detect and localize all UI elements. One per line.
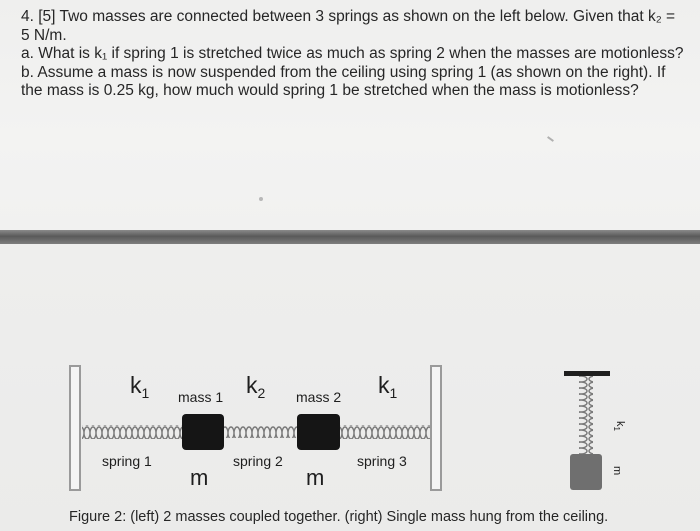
mass-2-block: [297, 414, 340, 450]
problem-line-1: 4. [5] Two masses are connected between 3 springs as shown on the left below. Given that k₂ =: [21, 8, 676, 25]
k1-left-label: $k_1$: [130, 372, 150, 401]
ceiling: [564, 371, 610, 376]
left-wall: [70, 366, 80, 490]
spring-mass-figure: [0, 244, 700, 509]
problem-part-a: a. What is k₁ if spring 1 is stretched twice as much as spring 2 when the masses are motionless?: [21, 45, 684, 62]
mass-2-label: mass 2: [296, 389, 342, 405]
paper-speck: [259, 197, 263, 201]
spring-1: [82, 425, 182, 439]
hanging-spring: [579, 376, 593, 454]
mass-1-block: [182, 414, 224, 450]
problem-part-b: b. Assume a mass is now suspended from the ceiling using spring 1 (as shown on the right). If: [21, 63, 666, 81]
mass-1-m: m: [190, 465, 209, 490]
hanging-m-label: m: [611, 466, 623, 476]
problem-part-b-cont: the mass is 0.25 kg, how much would spring 1 be stretched when the mass is motionless?: [21, 82, 639, 99]
spring-2-label: spring 2: [233, 453, 283, 469]
problem-line-2: 5 N/m.: [21, 26, 67, 44]
right-wall: [431, 366, 441, 490]
spring-1-label: spring 1: [102, 453, 152, 469]
spring-3-label: spring 3: [357, 453, 407, 469]
k1-right-label: $k_1$: [378, 372, 398, 401]
k2-label: $k_2$: [246, 372, 266, 401]
mass-2-m: m: [306, 465, 325, 490]
mass-1-label: mass 1: [178, 389, 224, 405]
hanging-mass-block: [570, 454, 602, 490]
spring-2: [224, 426, 297, 438]
problem-text: [21, 8, 691, 101]
photo-crease: [0, 230, 700, 244]
figure-caption: Figure 2: (left) 2 masses coupled together. (right) Single mass hung from the ceiling.: [69, 509, 609, 525]
hanging-k1-label: $k_1$: [612, 421, 626, 431]
spring-3: [340, 425, 430, 439]
